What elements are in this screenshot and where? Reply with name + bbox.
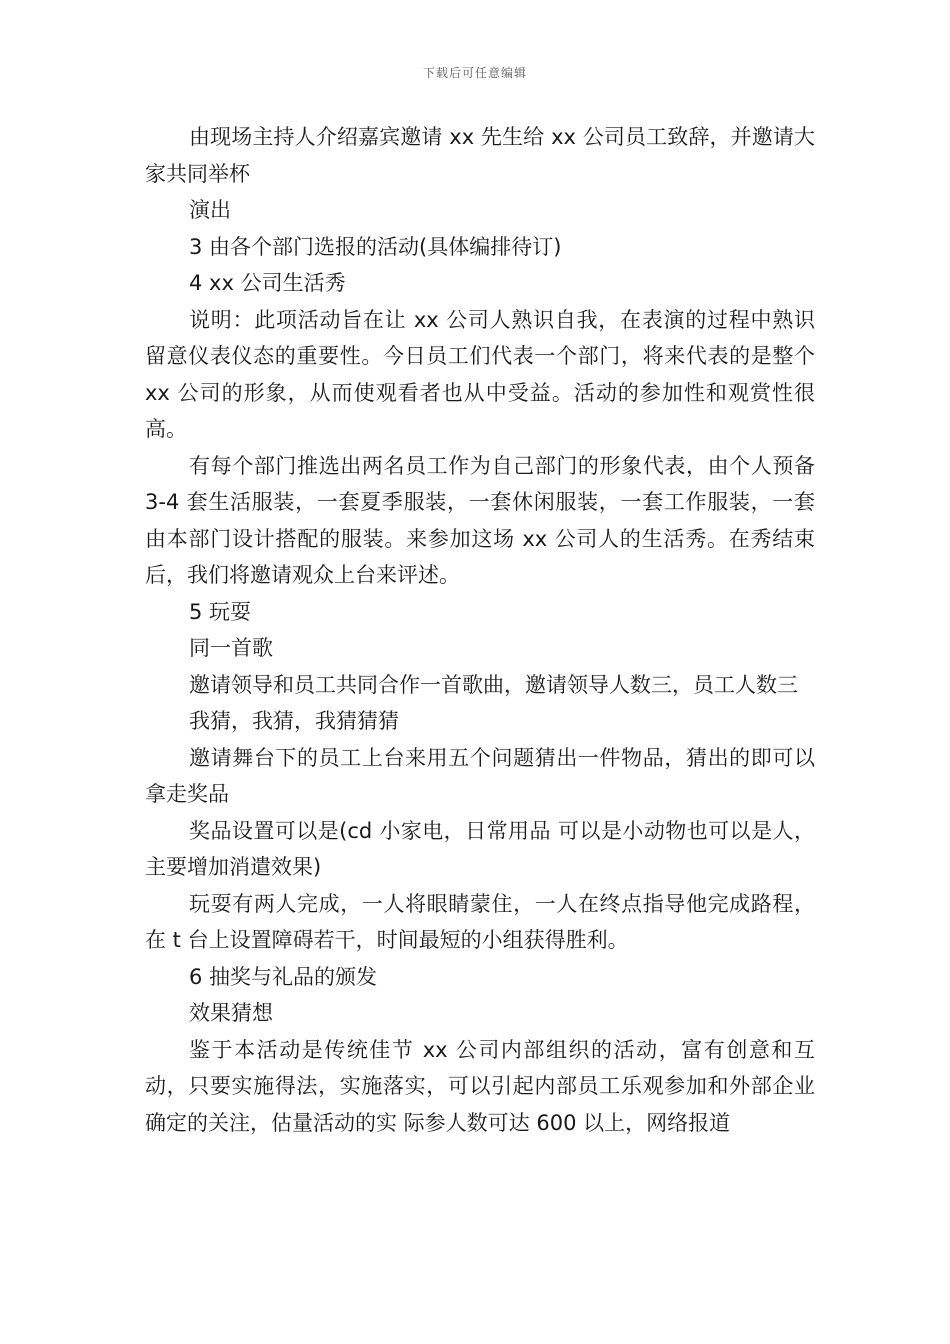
paragraph: 5 玩耍 <box>189 599 252 624</box>
paragraph: 我猜，我猜，我猜猜猜 <box>189 709 399 733</box>
paragraph: 邀请舞台下的员工上台来用五个问题猜出一件物品，猜出的即可以拿走奖品 <box>145 745 815 806</box>
paragraph: 同一首歌 <box>189 636 273 660</box>
paragraph: 奖品设置可以是(cd 小家电，日常用品 可以是小动物也可以是人，主要增加消遣效果) <box>145 818 815 879</box>
paragraph: 鉴于本活动是传统佳节 xx 公司内部组织的活动，富有创意和互动，只要实施得法，实施落实，可以引起内部员工乐观参加和外部企业确定的关注，估量活动的实 际参人数可达 600 以上，网络报道 <box>145 1037 815 1135</box>
page-header: 下载后可任意编辑 <box>422 66 527 80</box>
paragraph: 演出 <box>189 198 231 222</box>
paragraph: 3 由各个部门选报的活动(具体编排待订) <box>189 234 562 259</box>
paragraph: 说明：此项活动旨在让 xx 公司人熟识自我，在表演的过程中熟识留意仪表仪态的重要性。今日员工们代表一个部门，将来代表的是整个 xx 公司的形象，从而使观看者也从中受益。活动的参加性和观赏性很高。 <box>145 307 815 441</box>
paragraph: 有每个部门推选出两名员工作为自己部门的形象代表，由个人预备 3-4 套生活服装，一套夏季服装，一套休闲服装，一套工作服装，一套由本部门设计搭配的服装。来参加这场 xx 公司人的生活秀。在秀结束后，我们将邀请观众上台来评述。 <box>145 453 815 587</box>
document-body <box>145 119 815 1141</box>
paragraph: 6 抽奖与礼品的颁发 <box>189 964 378 989</box>
paragraph: 玩耍有两人完成，一人将眼睛蒙住，一人在终点指导他完成路程，在 t 台上设置障碍若干，时间最短的小组获得胜利。 <box>145 891 815 952</box>
paragraph: 4 xx 公司生活秀 <box>189 271 346 295</box>
paragraph: 由现场主持人介绍嘉宾邀请 xx 先生给 xx 公司员工致辞，并邀请大家共同举杯 <box>145 125 815 186</box>
paragraph: 效果猜想 <box>189 1001 273 1025</box>
paragraph: 邀请领导和员工共同合作一首歌曲，邀请领导人数三，员工人数三 <box>189 672 798 697</box>
